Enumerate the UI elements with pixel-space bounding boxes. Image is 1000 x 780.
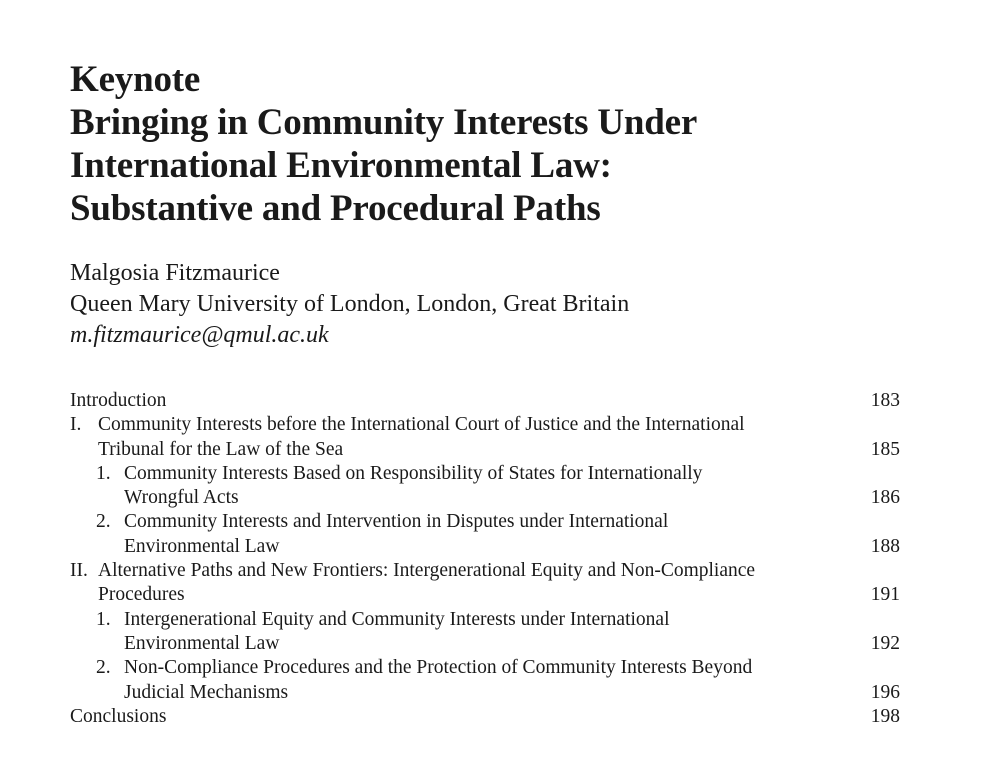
toc-entry-line [70,438,900,462]
toc-entry-title: Procedures [98,584,185,606]
toc-entry-line [70,632,900,656]
toc-entry-page: 198 [870,705,900,727]
author-name: Malgosia Fitzmaurice [70,260,280,286]
toc-entry-title: Community Interests before the International Court of Justice and the International [98,414,745,436]
toc-entry-title: Wrongful Acts [124,487,239,509]
toc-entry-page: 185 [870,438,900,460]
toc-entry-title: Environmental Law [124,535,280,557]
toc-entry-line [70,510,900,534]
toc-entry-title: Conclusions [70,705,167,727]
toc-entry-page: 192 [870,632,900,654]
toc-entry-title: Non-Compliance Procedures and the Protection of Community Interests Beyond [124,657,753,679]
toc-entry-page: 186 [870,487,900,509]
article-title-line: International Environmental Law: [70,145,612,186]
toc-entry-line [70,462,900,486]
toc-entry-number: I. [70,414,82,436]
toc-entry-line [70,413,900,437]
toc-entry-line [70,608,900,632]
article-kicker: Keynote [70,59,201,100]
author-block [70,258,900,351]
toc-entry-title: Judicial Mechanisms [124,681,289,703]
toc-entry-number: II. [70,560,88,582]
article-title-line: Bringing in Community Interests Under [70,102,698,143]
toc-entry-title: Community Interests Based on Responsibility of States for Internationally [124,462,703,484]
toc-entry-number: 2. [96,511,111,533]
toc-entry-number: 1. [96,608,111,630]
article-first-page [70,58,900,729]
toc-entry-line [70,583,900,607]
toc-entry-page: 191 [870,584,900,606]
toc-entry-title: Intergenerational Equity and Community Interests under International [124,608,670,630]
toc-entry-title: Community Interests and Intervention in Disputes under International [124,511,669,533]
toc-entry-page: 196 [870,681,900,703]
author-email: m.fitzmaurice@qmul.ac.uk [70,322,329,348]
toc-entry-line [70,535,900,559]
article-title-line: Substantive and Procedural Paths [70,188,601,229]
toc-entry-title: Tribunal for the Law of the Sea [98,438,344,460]
article-heading [70,58,900,230]
toc-entry-line [70,681,900,705]
toc-entry-line [70,389,900,413]
toc-entry-number: 1. [96,462,111,484]
toc-entry-line [70,486,900,510]
toc-entry-page: 188 [870,535,900,557]
author-affiliation: Queen Mary University of London, London, Great Britain [70,291,630,317]
toc-entry-title: Alternative Paths and New Frontiers: Intergenerational Equity and Non-Compliance [98,560,756,582]
toc-entry-line [70,705,900,729]
toc-entry-line [70,559,900,583]
toc-entry-page: 183 [870,390,900,411]
toc-entry-title: Introduction [70,390,167,411]
toc-entry-number: 2. [96,657,111,679]
toc-entry-title: Environmental Law [124,632,280,654]
table-of-contents [70,389,900,729]
toc-entry-line [70,656,900,680]
